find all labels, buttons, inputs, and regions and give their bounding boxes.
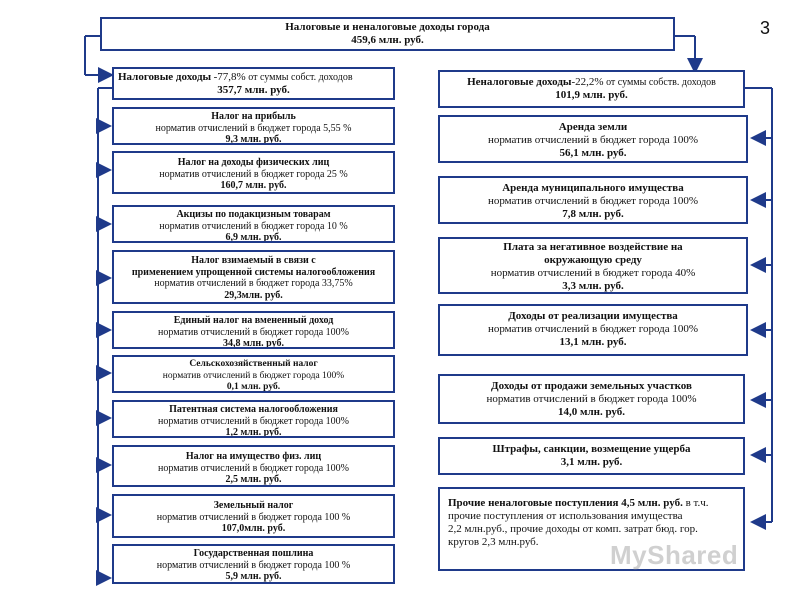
nontax-item-amount: 3,1 млн. руб.	[560, 456, 623, 468]
tax-item-norm: норматив отчислений в бюджет города 100%	[158, 415, 349, 427]
tax-item-amount: 29,3млн. руб.	[224, 289, 283, 301]
tax-item-norm: норматив отчислений в бюджет города 100 %	[156, 511, 351, 523]
root-title: Налоговые и неналоговые доходы города	[285, 21, 490, 33]
nontax-item-environment	[438, 237, 748, 294]
tax-item-title: Государственная пошлина	[193, 548, 314, 559]
nontax-item-land-rent	[438, 115, 748, 163]
tax-item-title: Единый налог на вмененный доход	[173, 315, 334, 326]
tax-header-box	[112, 67, 395, 100]
tax-header-pct: -77,8%	[213, 71, 246, 83]
tax-item-title: Патентная система налогообложения	[169, 404, 338, 415]
tax-item-excise	[112, 205, 395, 243]
tax-item-title: Акцизы по подакцизным товарам	[176, 209, 331, 220]
tax-item-norm: норматив отчислений в бюджет города 25 %	[159, 168, 348, 180]
tax-item-norm: норматив отчислений в бюджет города 100 %	[156, 559, 351, 571]
nontax-item-property-rent	[438, 176, 748, 224]
nontax-header-pct: -22,2%	[571, 76, 604, 88]
tax-item-state-duty	[112, 544, 395, 584]
nontax-other-title: Прочие неналоговые поступления 4,5 млн. руб.	[448, 497, 683, 509]
tax-item-norm: норматив отчислений в бюджет города 5,55 %	[155, 122, 352, 134]
tax-item-norm: норматив отчислений в бюджет города 100%	[162, 370, 345, 381]
tax-item-norm: норматив отчислений в бюджет города 33,75%	[154, 278, 353, 289]
nontax-item-title: Плата за негативное воздействие на	[503, 241, 683, 253]
nontax-item-amount: 7,8 млн. руб.	[562, 208, 624, 220]
tax-header-amount: 357,7 млн. руб.	[217, 84, 290, 96]
tax-item-title: Налог взимаемый в связи с	[191, 255, 316, 266]
tax-item-norm: норматив отчислений в бюджет города 100%	[158, 462, 349, 474]
tax-item-title: Налог на прибыль	[211, 111, 296, 122]
nontax-header-amount: 101,9 млн. руб.	[555, 89, 628, 101]
tax-item-simplified	[112, 250, 395, 304]
tax-item-patent	[112, 400, 395, 438]
tax-header-note: от суммы собст. доходов	[248, 72, 353, 83]
tax-header-title: Налоговые доходы	[118, 71, 212, 83]
tax-item-amount: 34,8 млн. руб.	[223, 338, 284, 349]
nontax-item-amount: 14,0 млн. руб.	[557, 406, 626, 418]
tax-item-amount: 160,7 млн. руб.	[220, 180, 287, 191]
nontax-item-norm: норматив отчислений в бюджет города 100%	[487, 134, 699, 146]
tax-item-ndfl	[112, 151, 395, 194]
tax-item-amount: 1,2 млн. руб.	[225, 427, 282, 438]
tax-item-amount: 0,1 млн. руб.	[226, 382, 281, 392]
nontax-item-norm: норматив отчислений в бюджет города 100%	[487, 195, 699, 207]
root-amount: 459,6 млн. руб.	[351, 34, 424, 46]
tax-item-title: Налог на имущество физ. лиц	[185, 451, 322, 462]
tax-item-title: Земельный налог	[213, 500, 294, 511]
nontax-item-amount: 13,1 млн. руб.	[559, 336, 627, 348]
nontax-item-title-2: окружающую среду	[544, 254, 642, 266]
nontax-item-norm: норматив отчислений в бюджет города 100%	[487, 323, 699, 335]
tax-item-norm: норматив отчислений в бюджет города 100%	[158, 326, 349, 338]
tax-item-amount: 5,9 млн. руб.	[225, 571, 282, 582]
tax-item-title: Налог на доходы физических лиц	[177, 157, 330, 168]
tax-item-agricultural	[112, 355, 395, 393]
tax-item-amount: 2,5 млн. руб.	[225, 474, 282, 485]
nontax-header-note: от суммы собств. доходов	[606, 77, 716, 88]
nontax-item-land-sale	[438, 374, 745, 424]
nontax-other-line-2: прочие поступления от использования имущества	[448, 510, 683, 522]
tax-item-amount: 9,3 млн. руб.	[225, 134, 282, 145]
nontax-item-norm: норматив отчислений в бюджет города 40%	[490, 267, 696, 279]
nontax-other-line-3: 2,2 млн.руб., прочие доходы от комп. затрат бюд. гор.	[448, 523, 698, 535]
nontax-item-title: Доходы от реализации имущества	[508, 310, 678, 322]
tax-item-norm: норматив отчислений в бюджет города 10 %	[159, 220, 348, 232]
tax-item-amount: 107,0млн. руб.	[221, 523, 286, 534]
nontax-other-title-rest: в т.ч.	[682, 497, 709, 509]
tax-item-imputed	[112, 311, 395, 349]
root-box	[100, 17, 675, 51]
nontax-item-property-sale	[438, 304, 748, 356]
tax-item-title-2: применением упрощенной системы налогообложения	[131, 266, 376, 278]
nontax-other-line-4: кругов 2,3 млн.руб.	[448, 536, 539, 548]
nontax-item-title: Штрафы, санкции, возмещение ущерба	[492, 443, 691, 455]
nontax-header-box	[438, 70, 745, 108]
nontax-item-title: Доходы от продажи земельных участков	[491, 380, 692, 392]
tax-item-amount: 6,9 млн. руб.	[225, 232, 282, 243]
nontax-item-title: Аренда муниципального имущества	[502, 182, 684, 194]
tax-item-property	[112, 445, 395, 487]
watermark-logo: MyShared	[610, 540, 739, 570]
page-number: 3	[759, 18, 770, 38]
tax-item-profit	[112, 107, 395, 145]
tax-item-land	[112, 494, 395, 538]
nontax-item-norm: норматив отчислений в бюджет города 100%	[486, 393, 697, 405]
tax-item-title: Сельскохозяйственный налог	[189, 359, 318, 369]
nontax-item-amount: 3,3 млн. руб.	[562, 280, 624, 292]
nontax-item-amount: 56,1 млн. руб.	[559, 147, 627, 159]
nontax-header-title: Неналоговые доходы	[467, 76, 572, 88]
nontax-item-fines	[438, 437, 745, 475]
nontax-item-title: Аренда земли	[558, 121, 628, 133]
